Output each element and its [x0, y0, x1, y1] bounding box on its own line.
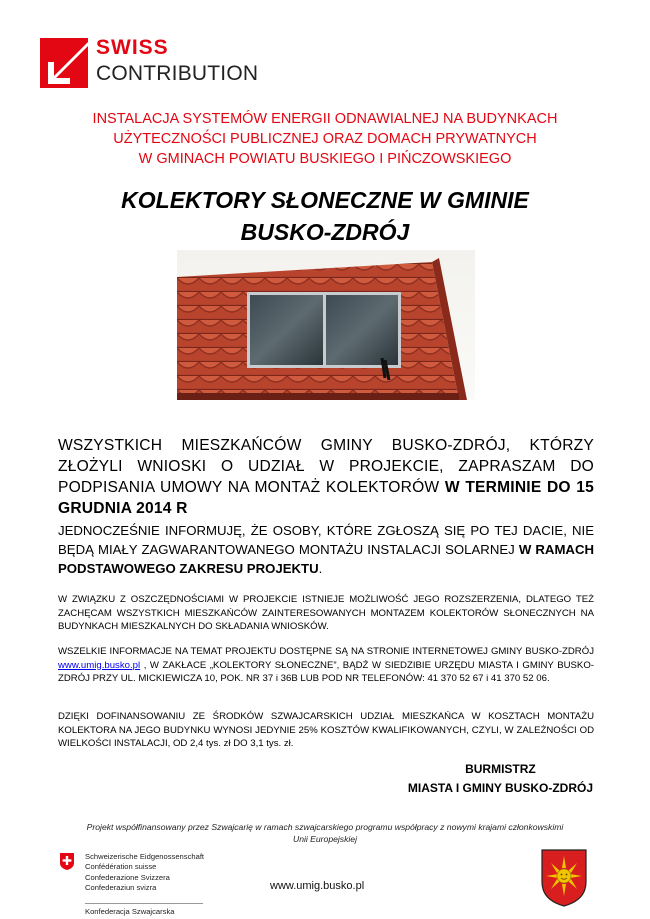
logo-contribution-text: CONTRIBUTION: [96, 62, 259, 85]
swiss-contribution-logo: [40, 38, 260, 88]
footer-website: www.umig.busko.pl: [270, 880, 365, 892]
confederation-name: Confederaziun svizra: [85, 883, 157, 893]
confederation-names: [85, 852, 204, 894]
note-line: Projekt współfinansowany przez Szwajcarię w ramach szwajcarskiego programu współpracy z nowymi krajami członkowskimi: [86, 822, 564, 832]
project-header: [60, 109, 590, 169]
invitation-text: WSZYSTKICH MIESZKAŃCÓW GMINY BUSKO-ZDRÓJ, KTÓRZY ZŁOŻYLI WNIOSKI O UDZIAŁ W PROJEKCIE, ZAPRASZAM DO PODPISANIA UMOWY NA MONTAŻ KOLEKTORÓW: [58, 437, 594, 496]
notice-end: .: [318, 561, 323, 576]
deadline-text: W TERMINIE DO 15 GRUDNIA 2014 R: [58, 479, 595, 517]
title-line: BUSKO-ZDRÓJ: [240, 219, 410, 245]
title-line: KOLEKTORY SŁONECZNE W GMINIE: [121, 187, 529, 213]
info-paragraph: [58, 645, 594, 686]
confederation-name: Schweizerische Eidgenossenschaft: [85, 852, 205, 861]
swiss-flag-icon: [60, 853, 74, 870]
info-text-before: WSZELKIE INFORMACJE NA TEMAT PROJEKTU DOSTĘPNE SĄ NA STRONIE INTERNETOWEJ GMINY BUSKO-ZDRÓJ: [58, 646, 594, 657]
info-text-after: , W ZAKŁACE „KOLEKTORY SŁONECZNE”, BĄDŹ W SIEDZIBIE URZĘDU MIASTA I GMINY BUSKO-ZDRÓJ PRZY UL. MICKIEWICZA 10, POK. NR 37 i 36B LUB POD NR TELEFONÓW: 41 370 52 67 i 41 370 52 06.: [58, 659, 594, 684]
confederation-name-pl: Konfederacja Szwajcarska: [85, 907, 175, 916]
cofinancing-note: [50, 821, 600, 845]
extension-paragraph: W ZWIĄZKU Z OSZCZĘDNOŚCIAMI W PROJEKCIE ISTNIEJE MOŻLIWOŚĆ JEGO ROZSZERZENIA, DLATEGO TEŻ ZACHĘCAM WSZYSTKICH MIESZKAŃCÓW ZAINTERESOWANYCH MONTAZEM KOLEKTORÓW SŁONECZNYCH NA BUDYNKACH MIESZKALNYCH DO SKŁADANIA WNIOSKÓW.: [58, 594, 594, 632]
swiss-cross-logo-icon: [40, 38, 88, 88]
busko-coat-of-arms-icon: [540, 848, 588, 908]
header-line: INSTALACJA SYSTEMÓW ENERGII ODNAWIALNEJ NA BUDYNKACH: [92, 111, 558, 127]
note-line: Unii Europejskiej: [292, 834, 357, 844]
notice-bold-text: W RAMACH PODSTAWOWEGO ZAKRESU PROJEKTU: [58, 542, 594, 576]
notice-text: JEDNOCZEŚNIE INFORMUJĘ, ŻE OSOBY, KTÓRE ZGŁOSZĄ SIĘ PO TEJ DACIE, NIE BĘDĄ MIAŁY ZAGWARANTOWANEGO MONTAŻU INSTALACJI SOLARNEJ: [58, 523, 594, 557]
signature-line: MIASTA I GMINY BUSKO-ZDRÓJ: [407, 781, 593, 795]
divider: [85, 903, 203, 904]
solar-collector-photo: [177, 250, 475, 400]
invitation-paragraph: [58, 435, 594, 519]
signature-line: BURMISTRZ: [465, 762, 536, 776]
signature-block: [408, 760, 593, 798]
confederation-name: Confederazione Svizzera: [85, 872, 170, 882]
cost-paragraph: DZIĘKI DOFINANSOWANIU ZE ŚRODKÓW SZWAJCARSKICH UDZIAŁ MIESZKAŃCA W KOSZTACH MONTAŻU KOLEKTORA NA JEGO BUDYNKU WYNOSI JEDYNIE 25% KOSZTÓW KWALIFIKOWANYCH, CZYLI, W ZALEŻNOŚCI OD WIELKOŚCI INSTALACJI, OD 2,4 tys. zł DO 3,1 tys. zł.: [58, 711, 594, 749]
notice-paragraph: [58, 521, 594, 578]
page-title: [50, 184, 600, 248]
header-line: W GMINACH POWIATU BUSKIEGO I PIŃCZOWSKIEGO: [138, 151, 512, 167]
confederation-name: Confédération suisse: [85, 862, 157, 872]
swiss-confederation-logo: [60, 853, 260, 919]
website-link[interactable]: www.umig.busko.pl: [58, 659, 141, 671]
logo-swiss-text: SWISS: [96, 36, 169, 59]
header-line: UŻYTECZNOŚCI PUBLICZNEJ ORAZ DOMACH PRYWATNYCH: [113, 131, 537, 147]
